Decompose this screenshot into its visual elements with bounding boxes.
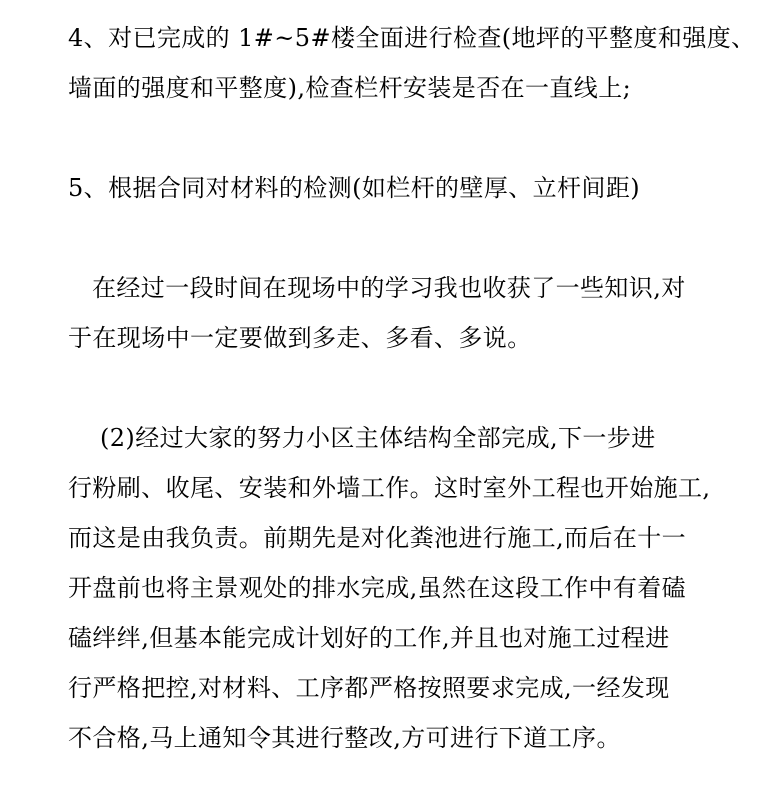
paragraph-2-line-3: 而这是由我负责。前期先是对化粪池进行施工,而后在十一 xyxy=(68,524,687,552)
learning-paragraph-line-2: 于在现场中一定要做到多走、多看、多说。 xyxy=(68,324,532,352)
paragraph-2-line-2: 行粉刷、收尾、安装和外墙工作。这时室外工程也开始施工, xyxy=(68,474,711,502)
paragraph-2-line-5: 磕绊绊,但基本能完成计划好的工作,并且也对施工过程进 xyxy=(68,624,670,652)
paragraph-2-line-7: 不合格,马上通知令其进行整改,方可进行下道工序。 xyxy=(68,724,621,752)
paragraph-2-line-4: 开盘前也将主景观处的排水完成,虽然在这段工作中有着磕 xyxy=(68,574,687,602)
item-4-line-1: 4、对已完成的 1#~5#楼全面进行检查(地坪的平整度和强度、 xyxy=(68,24,756,52)
item-4-line-2: 墙面的强度和平整度),检查栏杆安装是否在一直线上; xyxy=(68,74,632,102)
item-5-line-1: 5、根据合同对材料的检测(如栏杆的壁厚、立杆间距) xyxy=(68,174,640,202)
paragraph-2-line-6: 行严格把控,对材料、工序都严格按照要求完成,一经发现 xyxy=(68,674,670,702)
paragraph-2-line-1: (2)经过大家的努力小区主体结构全部完成,下一步进 xyxy=(100,424,656,452)
learning-paragraph-line-1: 在经过一段时间在现场中的学习我也收获了一些知识,对 xyxy=(92,274,686,302)
